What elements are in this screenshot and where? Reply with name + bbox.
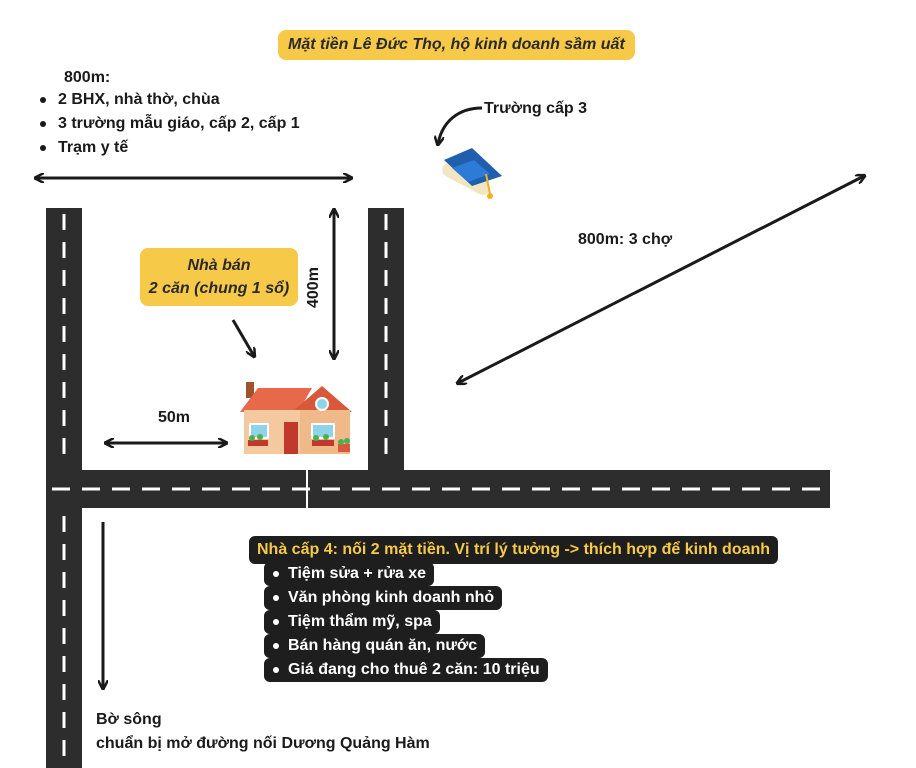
amenity-item: Trạm y tế [36, 136, 300, 160]
distance-vertical-label: 400m [305, 267, 322, 308]
distance-horizontal-label: 50m [158, 409, 191, 426]
arrow-market-diagonal [458, 176, 864, 383]
business-item: Giá đang cho thuê 2 căn: 10 triệu [264, 658, 548, 682]
business-item: Tiệm sửa + rửa xe [264, 562, 434, 586]
house-label-line1: Nhà bán [187, 257, 251, 274]
market-label: 800m: 3 chợ [578, 231, 673, 248]
river-line2: chuẩn bị mở đường nối Dương Quảng Hàm [96, 735, 430, 752]
amenity-item: 3 trường mẫu giáo, cấp 2, cấp 1 [36, 112, 300, 136]
road-left-vertical [46, 208, 82, 472]
business-item: Tiệm thẩm mỹ, spa [264, 610, 440, 634]
amenities-list [36, 88, 300, 160]
arrow-to-house [233, 320, 254, 356]
business-title: Nhà cấp 4: nối 2 mặt tiền. Vị trí lý tưởng -> thích hợp để kinh doanh [249, 536, 778, 564]
amenities-heading: 800m: [64, 69, 111, 86]
road-left-lower [46, 508, 82, 768]
road-middle-vertical [368, 208, 404, 472]
house-label-line2: 2 căn (chung 1 sổ) [148, 280, 290, 297]
graduation-cap-icon [440, 148, 502, 199]
business-item: Văn phòng kinh doanh nhỏ [264, 586, 502, 610]
river-line1: Bờ sông [96, 711, 162, 728]
amenity-item: 2 BHX, nhà thờ, chùa [36, 88, 300, 112]
road-horizontal [46, 470, 830, 508]
house-icon [240, 382, 352, 454]
river-note [96, 708, 430, 756]
school-label: Trường cấp 3 [484, 100, 587, 117]
arrow-to-school [438, 108, 482, 144]
business-item: Bán hàng quán ăn, nước [264, 634, 485, 658]
top-banner: Mặt tiền Lê Đức Thọ, hộ kinh doanh sầm uất [278, 30, 635, 60]
house-sale-label [140, 248, 298, 306]
